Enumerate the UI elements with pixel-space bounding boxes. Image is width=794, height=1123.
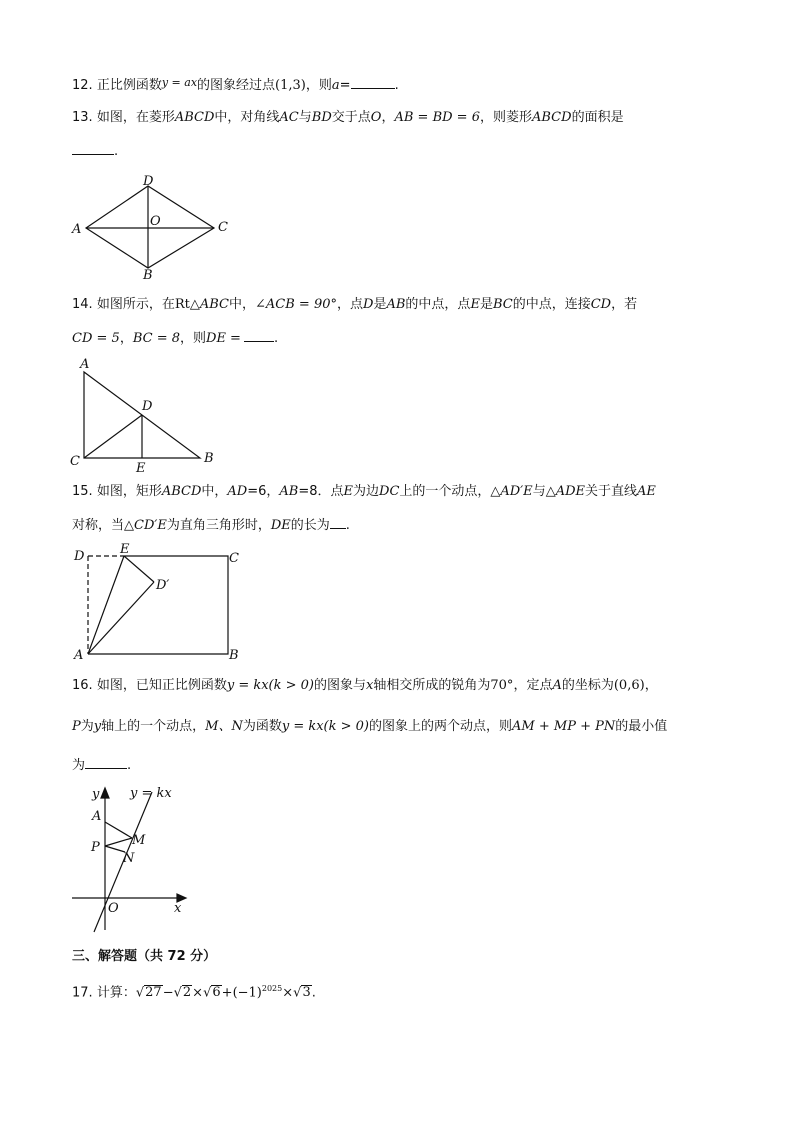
q14-bc: BC (492, 297, 513, 312)
q14-cond2: BC = 8 (132, 331, 180, 346)
q13-t6: ，则菱形 (479, 110, 532, 125)
q16-t7: 为 (80, 719, 94, 734)
q16-expr: AM + MP + PN (512, 719, 616, 734)
q15-tri3: CD′E (134, 518, 167, 533)
label-b: B (204, 451, 214, 466)
y-axis-arrow-icon (101, 788, 109, 798)
q17-number: 17. (72, 985, 93, 1001)
q17-r2: 2 (182, 985, 192, 1001)
q15-answer-blank (330, 515, 346, 529)
q16-func2: y = kx(k > 0) (281, 719, 370, 734)
q14-t1: 如图所示，在 (96, 297, 175, 312)
label-a: A (74, 648, 84, 663)
q14-t2: 中， (229, 297, 256, 312)
q14-t5: 的中点，点 (405, 297, 471, 312)
q14-rt: Rt△ (174, 297, 200, 312)
segment-cd (84, 415, 142, 458)
q12-end: . (394, 78, 399, 93)
label-d: D (143, 174, 154, 189)
q16-t5: 的坐标为 (561, 678, 614, 693)
segment-mp (105, 838, 132, 846)
label-d-prime: D′ (156, 578, 170, 593)
sqrt-sign-icon: √ (173, 985, 182, 1001)
q15-ae: AE (637, 484, 656, 499)
q16-end: . (127, 758, 132, 773)
q14-answer-blank (244, 328, 274, 342)
label-o: O (108, 901, 119, 916)
q14-t9: ，则 (180, 331, 207, 346)
segment-ad-prime (88, 582, 154, 654)
q14-tri: ABC (199, 297, 229, 312)
q16-t3: 轴相交所成的锐角为 (373, 678, 491, 693)
q13-end: . (114, 144, 119, 159)
q16-func: y = kx(k > 0) (226, 678, 315, 693)
q13-t2: 中，对角线 (214, 110, 280, 125)
q15-number: 15. (72, 484, 93, 499)
q17-end: . (311, 985, 316, 1001)
q13-number: 13. (72, 110, 93, 125)
label-b: B (229, 648, 239, 663)
q13-shape2: ABCD (532, 110, 572, 125)
q15-rect: ABCD (161, 484, 202, 499)
q16-x: x (366, 678, 374, 693)
q12-var: a (331, 78, 340, 93)
q17-times1: × (192, 985, 204, 1001)
sqrt-sign-icon: √ (293, 985, 302, 1001)
q13-ac: AC (279, 110, 299, 125)
rectangle-outline (88, 556, 228, 654)
q14-number: 14. (72, 297, 93, 312)
label-c: C (229, 551, 239, 566)
q16-t6: ， (644, 678, 658, 693)
q16-line (72, 677, 658, 695)
label-a: A (72, 222, 82, 237)
segment-am (105, 822, 132, 838)
q13-t4: 交于点 (331, 110, 371, 125)
q15-e: E (343, 484, 354, 499)
q16-a: A (552, 678, 562, 693)
q15-end: . (345, 518, 350, 533)
q16-t2: 的图象与 (314, 678, 367, 693)
q15-t2: 中， (201, 484, 228, 499)
q13-bd: BD (311, 110, 332, 125)
q15-v1: =6， (247, 484, 280, 499)
q14-t7: 的中点，连接 (512, 297, 591, 312)
q16-angle: 70° (490, 678, 514, 693)
q17-label: 计算： (96, 985, 136, 1001)
q17-minus: − (162, 985, 174, 1001)
label-d: D (142, 399, 153, 414)
q16-t1: 如图，已知正比例函数 (96, 678, 227, 693)
q15-t3: 为边 (353, 484, 380, 499)
q13-rhombus-figure (66, 172, 236, 284)
label-a: A (80, 357, 90, 372)
label-x: x (174, 901, 182, 916)
q17-times2: × (282, 985, 294, 1001)
q17-exp: 2025 (261, 984, 283, 993)
q14-angle: ∠ACB = 90° (255, 297, 337, 312)
q16-p: P (72, 719, 81, 734)
q12-formula: y = ax (161, 76, 198, 89)
q17-plus: + (221, 985, 233, 1001)
q17-r3: 6 (212, 985, 221, 1001)
q14-line2 (72, 328, 278, 348)
q15-t5: 与△ (532, 484, 556, 499)
q15-tri1: AD′E (500, 484, 533, 499)
q17-r1: 27 (145, 985, 162, 1001)
label-d: D (74, 549, 85, 564)
q15-l2a: 对称，当△ (72, 518, 134, 533)
label-c: C (218, 220, 228, 235)
segment-pn (105, 846, 125, 852)
q14-triangle-figure (66, 352, 226, 476)
q15-t1: 如图，矩形 (96, 484, 162, 499)
label-c: C (70, 454, 80, 469)
q15-rectangle-figure (66, 540, 256, 664)
q15-de: DE (270, 518, 291, 533)
q13-shape: ABCD (174, 110, 215, 125)
q14-e: E (470, 297, 480, 312)
q15-line (72, 483, 656, 501)
q12-eq: = (339, 78, 351, 93)
q12-answer-blank (351, 75, 395, 89)
q16-t11: 的最小值 (615, 719, 668, 734)
q15-ab: AB (279, 484, 299, 499)
q13-line2 (72, 141, 118, 161)
q16-mn: M、N (205, 719, 243, 734)
label-n: N (123, 851, 135, 866)
q12-line (72, 74, 399, 95)
q14-line (72, 296, 637, 314)
q16-y: y (93, 719, 102, 734)
q14-de: DE = (206, 331, 241, 346)
q16-line3 (72, 755, 131, 775)
q14-ab: AB (386, 297, 406, 312)
q13-t5: ， (381, 110, 395, 125)
q16-t12: 为 (72, 758, 86, 773)
sqrt-sign-icon: √ (203, 985, 212, 1001)
q14-cd: CD (590, 297, 612, 312)
q17-r4: 3 (302, 985, 311, 1001)
q16-coordinate-figure (64, 780, 194, 940)
q14-sep: ， (119, 331, 133, 346)
q14-t8: ，若 (611, 297, 638, 312)
q16-coord: (0,6) (613, 678, 645, 693)
q15-t4: 上的一个动点，△ (399, 484, 501, 499)
q13-t1: 如图，在菱形 (96, 110, 175, 125)
q12-text-a: 正比例函数 (96, 78, 162, 93)
q16-t9: 为函数 (242, 719, 282, 734)
q15-ad: AD (227, 484, 248, 499)
q14-t3: ，点 (337, 297, 364, 312)
q16-t4: ，定点 (513, 678, 553, 693)
q13-answer-blank (72, 141, 114, 155)
label-e: E (136, 461, 146, 476)
q14-t6: 是 (479, 297, 493, 312)
q15-l2b: 为直角三角形时， (166, 518, 271, 533)
q12-text-b: 的图象经过点 (197, 78, 276, 93)
q15-line2 (72, 515, 350, 535)
q13-line (72, 109, 624, 127)
segment-ed-prime (124, 556, 154, 582)
label-m: M (132, 833, 146, 848)
q14-cond1: CD = 5 (72, 331, 120, 346)
label-b: B (143, 268, 153, 283)
q12-number: 12. (72, 78, 93, 93)
label-e: E (120, 542, 130, 557)
q16-line2 (72, 718, 667, 736)
sqrt-sign-icon: √ (135, 985, 145, 1001)
q14-d: D (363, 297, 374, 312)
q16-t10: 的图象上的两个动点，则 (369, 719, 513, 734)
q16-number: 16. (72, 678, 93, 693)
q15-tri2: ADE (555, 484, 585, 499)
q15-l2c: 的长为 (290, 518, 330, 533)
q14-t4: 是 (373, 297, 387, 312)
q13-o: O (370, 110, 382, 125)
label-p: P (91, 840, 100, 855)
label-a: A (92, 809, 102, 824)
q14-end: . (273, 331, 279, 346)
q15-t6: 关于直线 (585, 484, 638, 499)
q15-v2: =8．点 (298, 484, 344, 499)
q17-paren: (−1) (232, 985, 262, 1001)
q15-dc: DC (379, 484, 400, 499)
label-y: y (92, 787, 100, 802)
q13-t7: 的面积是 (571, 110, 624, 125)
q17-line (72, 980, 316, 1002)
q13-cond: AB = BD = 6 (394, 110, 480, 125)
segment-ae (88, 556, 124, 654)
q12-text-c: ，则 (305, 78, 332, 93)
label-line: y = kx (130, 786, 172, 801)
q12-point: (1,3) (275, 78, 306, 93)
q16-t8: 轴上的一个动点， (101, 719, 206, 734)
q16-answer-blank (85, 755, 127, 769)
section-3-title: 三、解答题（共 72 分） (72, 949, 217, 964)
label-o: O (150, 214, 161, 229)
q13-t3: 与 (298, 110, 312, 125)
